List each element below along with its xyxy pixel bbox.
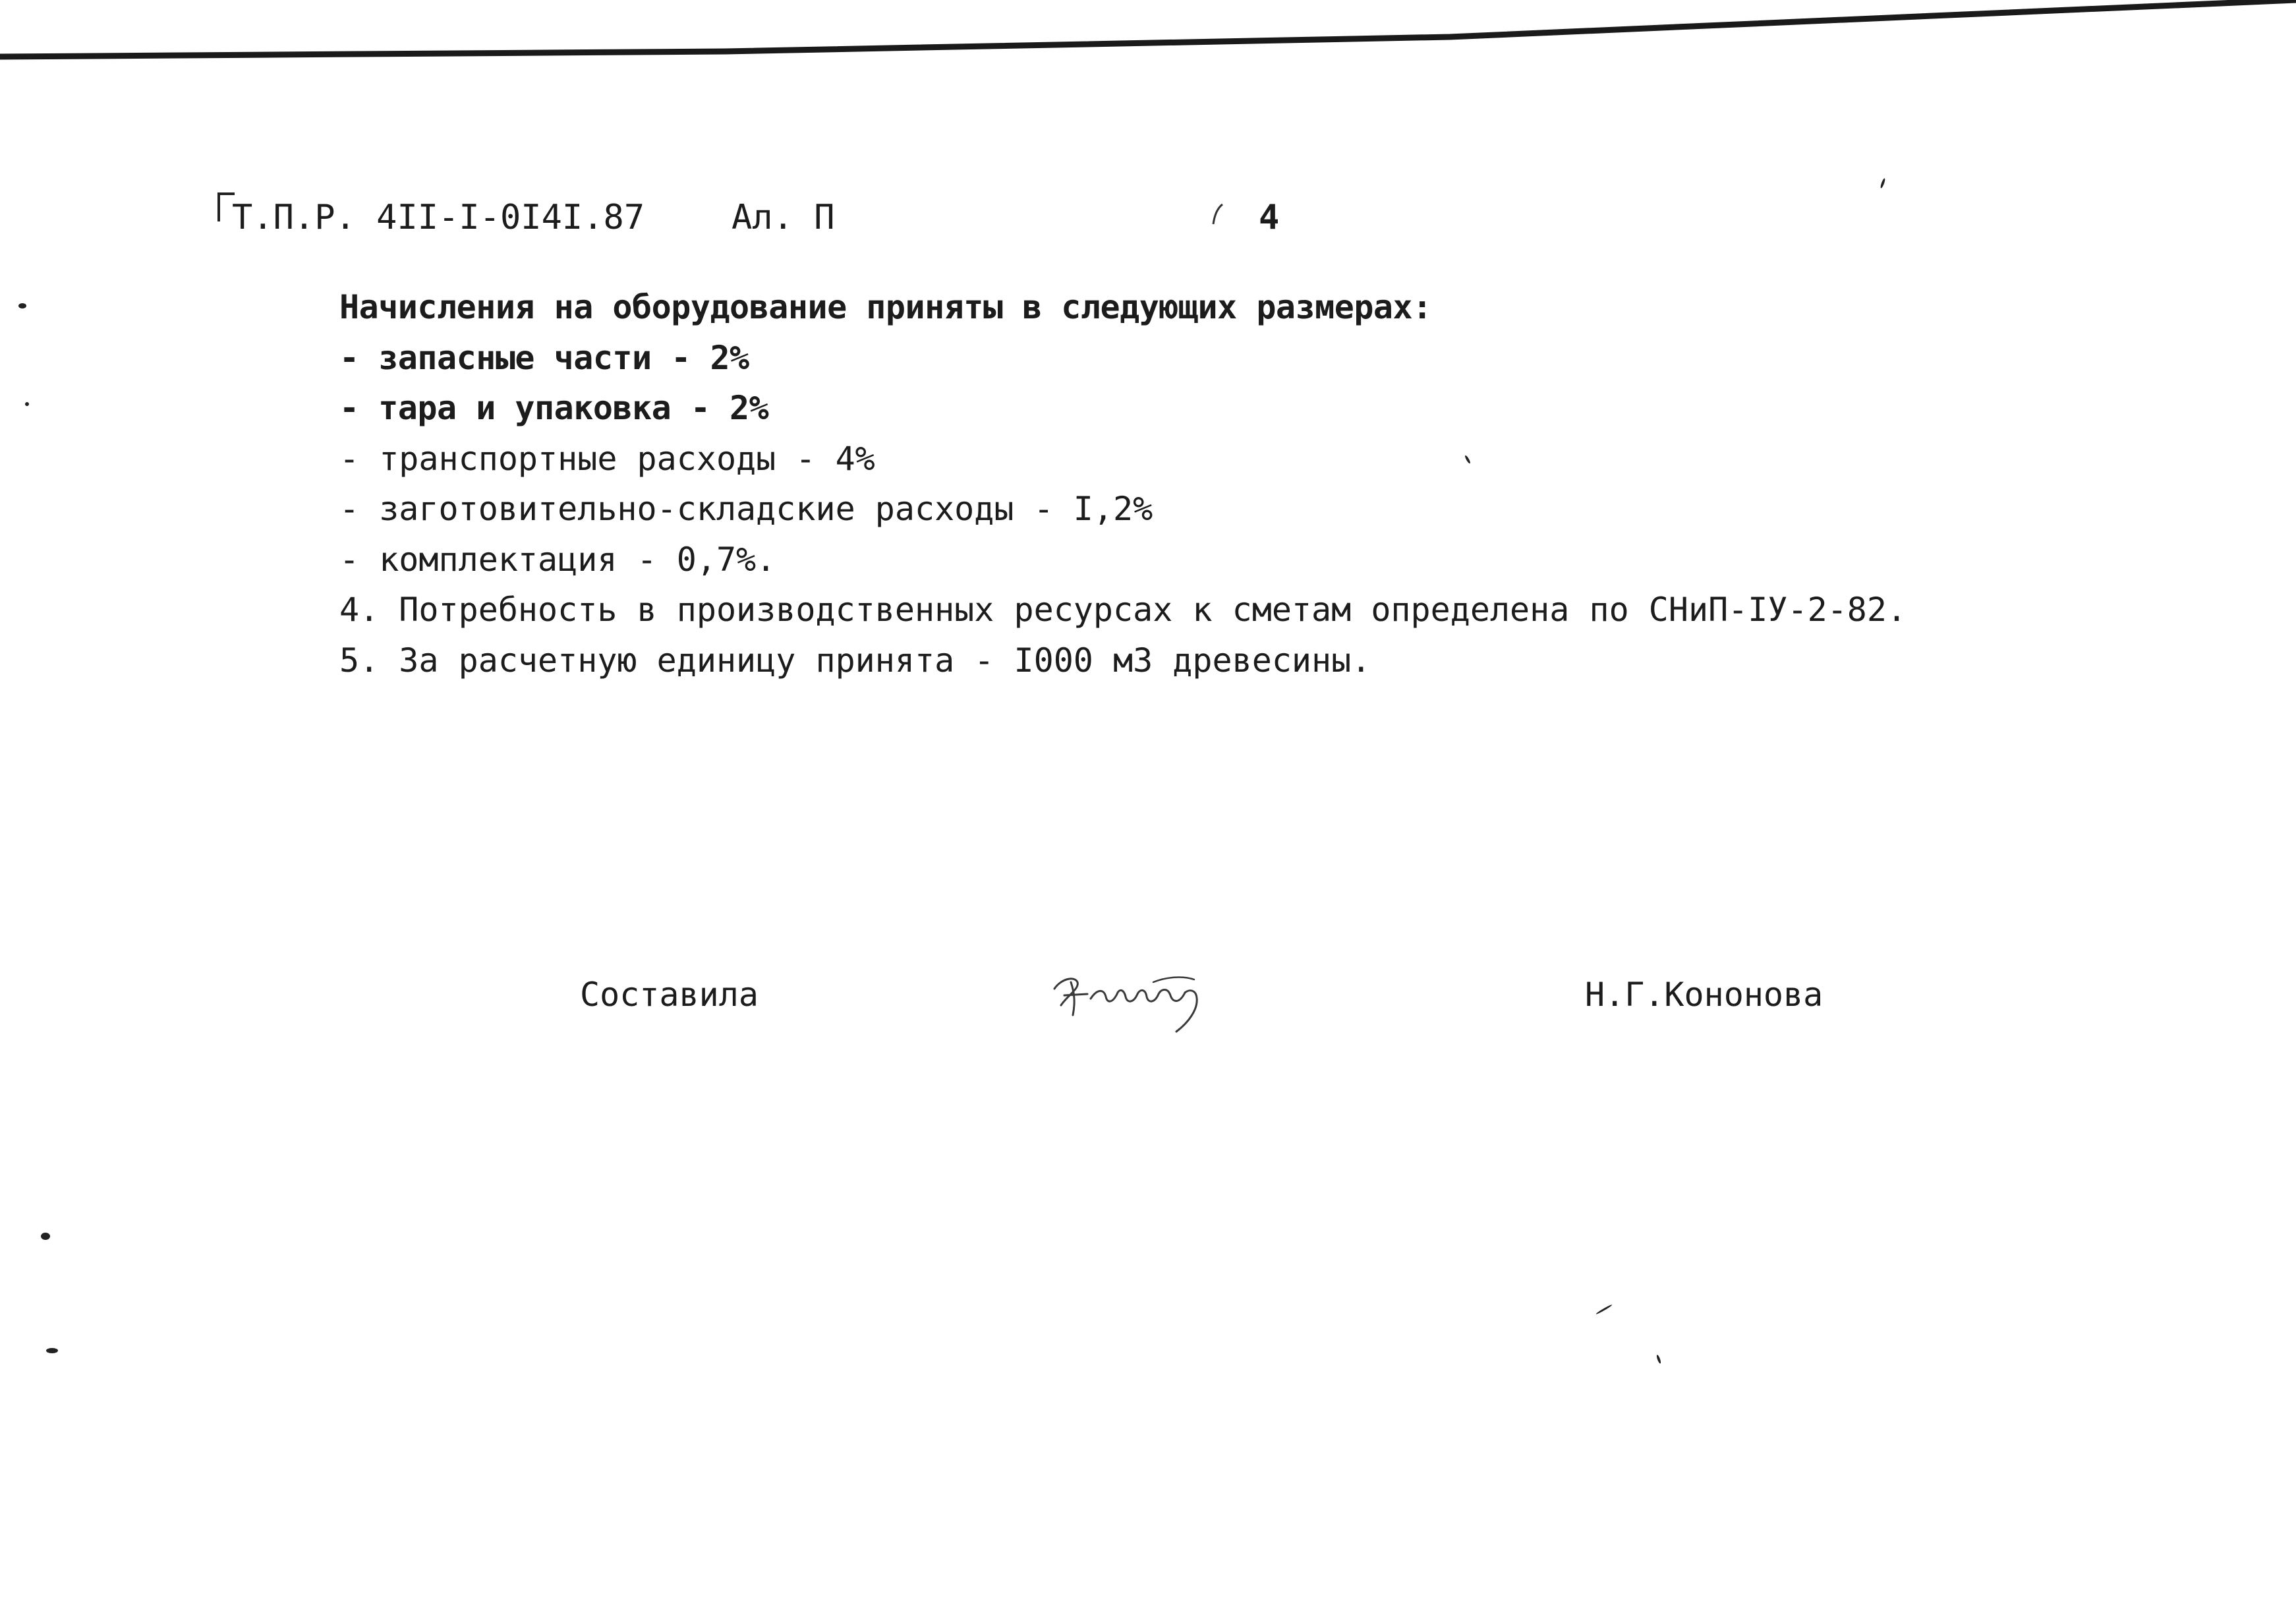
paragraph-4-resources: 4. Потребность в производственных ресурсах к сметам определена по СНиП-IУ-2-82. xyxy=(339,591,1907,629)
scan-speck xyxy=(25,402,29,406)
scan-speck xyxy=(18,303,26,308)
list-item-packaging: - тара и упаковка - 2% xyxy=(339,389,769,427)
handwritten-signature xyxy=(1041,943,1239,1041)
signature-block xyxy=(580,969,1872,1055)
document-header xyxy=(217,198,1338,244)
surcharges-intro: Начисления на оборудование приняты в следующих размерах: xyxy=(339,288,1432,326)
top-border-line xyxy=(0,0,2296,66)
body-text xyxy=(339,287,2026,690)
scan-speck xyxy=(1595,1304,1613,1315)
author-name: Н.Г.Кононова xyxy=(1585,976,1823,1014)
tick-mark xyxy=(1209,198,1226,231)
list-item-completion: - комплектация - 0,7%. xyxy=(339,540,776,579)
compiled-by-label: Составила xyxy=(580,976,759,1014)
list-item-procurement-storage: - заготовительно-складские расходы - I,2% xyxy=(339,490,1153,528)
scan-speck xyxy=(1656,1355,1662,1364)
document-code: Т.П.Р. 4II-I-0I4I.87 xyxy=(232,198,645,237)
page-number: 4 xyxy=(1259,198,1280,237)
scan-speck xyxy=(46,1348,58,1353)
paragraph-5-unit: 5. За расчетную единицу принята - I000 м3 древесины. xyxy=(339,641,1371,680)
scan-speck xyxy=(1880,178,1885,189)
sheet-label: Ал. П xyxy=(732,198,835,237)
list-item-spare-parts: - запасные части - 2% xyxy=(339,338,749,377)
scan-speck xyxy=(41,1233,50,1240)
list-item-transport: - транспортные расходы - 4% xyxy=(339,439,875,478)
